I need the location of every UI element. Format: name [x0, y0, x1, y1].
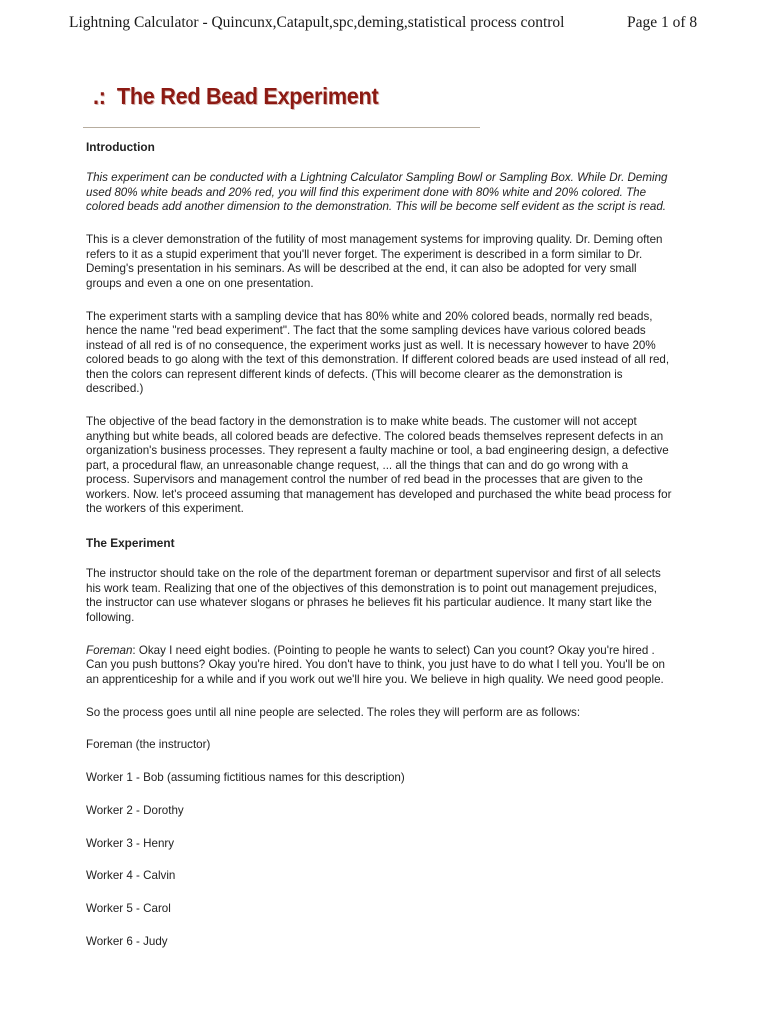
introduction-paragraph-4: The objective of the bead factory in the demonstration is to make white beads. The customer will not accept anything but white beads, all colored beads are defective. The colored beads themselves represent defects in an organization's business processes. They represent a faulty machine or tool, a bad engineering design, a defective part, a procedural flaw, an unreasonable change request, ... all the things that can and do go wrong with a process. Supervisors and management control the number of red bead in the processes that are given to the workers. Now. let's proceed assuming that management has developed and purchased the white bead process for the workers of this experiment. [86, 415, 672, 515]
foreman-text: : Okay I need eight bodies. (Pointing to people he wants to select) Can you count? Okay you're hired . Can you push buttons? Okay you're hired. You don't have to think, you just have to do what I tell you. You'll be on an apprenticeship for a while and if you work out we'll hire you. We believe in high quality. We need good people. [86, 643, 665, 686]
banner-title: The Red Bead Experiment [116, 83, 379, 109]
role-item: Worker 2 - Dorothy [86, 803, 184, 817]
experiment-paragraph-1: The instructor should take on the role of the department foreman or department supervisor and first of all selects his work team. Realizing that one of the objectives of this demonstration is to point out management prejudices, the instructor can use whatever slogans or phrases he believes fit his particular audience. It many start like the following. [86, 567, 661, 624]
introduction-paragraph-2: This is a clever demonstration of the futility of most management systems for improving quality. Dr. Deming often refers to it as a stupid experiment that you'll never forget. The experiment is described in a form similar to Dr. Deming's presentation in his seminars. As will be described at the end, it can also be adopted for very small groups and even a one on one presentation. [86, 233, 663, 290]
page-number: Page 1 of 8 [627, 14, 698, 31]
experiment-heading: The Experiment [86, 536, 175, 550]
introduction-heading: Introduction [86, 140, 155, 154]
page-header [0, 12, 768, 38]
role-item: Worker 6 - Judy [86, 935, 168, 949]
article-body [86, 139, 672, 950]
experiment-paragraph-3: So the process goes until all nine people are selected. The roles they will perform are as follows: [86, 705, 581, 719]
document-title: Lightning Calculator - Quincunx,Catapult,spc,deming,statistical process control [69, 14, 565, 31]
article-banner [93, 83, 378, 117]
foreman-dialogue [86, 644, 672, 688]
role-item: Worker 1 - Bob (assuming fictitious names for this description) [86, 771, 405, 785]
role-item: Worker 4 - Calvin [86, 869, 176, 883]
role-item: Worker 5 - Carol [86, 902, 171, 916]
banner-divider [83, 127, 480, 128]
role-item: Foreman (the instructor) [86, 738, 211, 752]
introduction-paragraph-1: This experiment can be conducted with a Lightning Calculator Sampling Bowl or Sampling Box. While Dr. Deming used 80% white beads and 20% red, you will find this experiment done with 80% white and 20% colored. The colored beads add another dimension to the demonstration. This will be become self evident as the script is read. [86, 171, 668, 213]
role-item: Worker 3 - Henry [86, 836, 175, 850]
introduction-paragraph-3: The experiment starts with a sampling device that has 80% white and 20% colored beads, normally red beads, hence the name "red bead experiment". The fact that the some sampling devices have various colored beads instead of all red is of no consequence, the experiment works just as well. It is necessary however to have 20% colored beads to go along with the text of this demonstration. If different colored beads are used instead of all red, then the colors can represent different kinds of defects. (This will become clearer as the demonstration is described.) [86, 309, 670, 395]
banner-dots: .: [93, 83, 106, 109]
foreman-label: Foreman [86, 643, 133, 657]
